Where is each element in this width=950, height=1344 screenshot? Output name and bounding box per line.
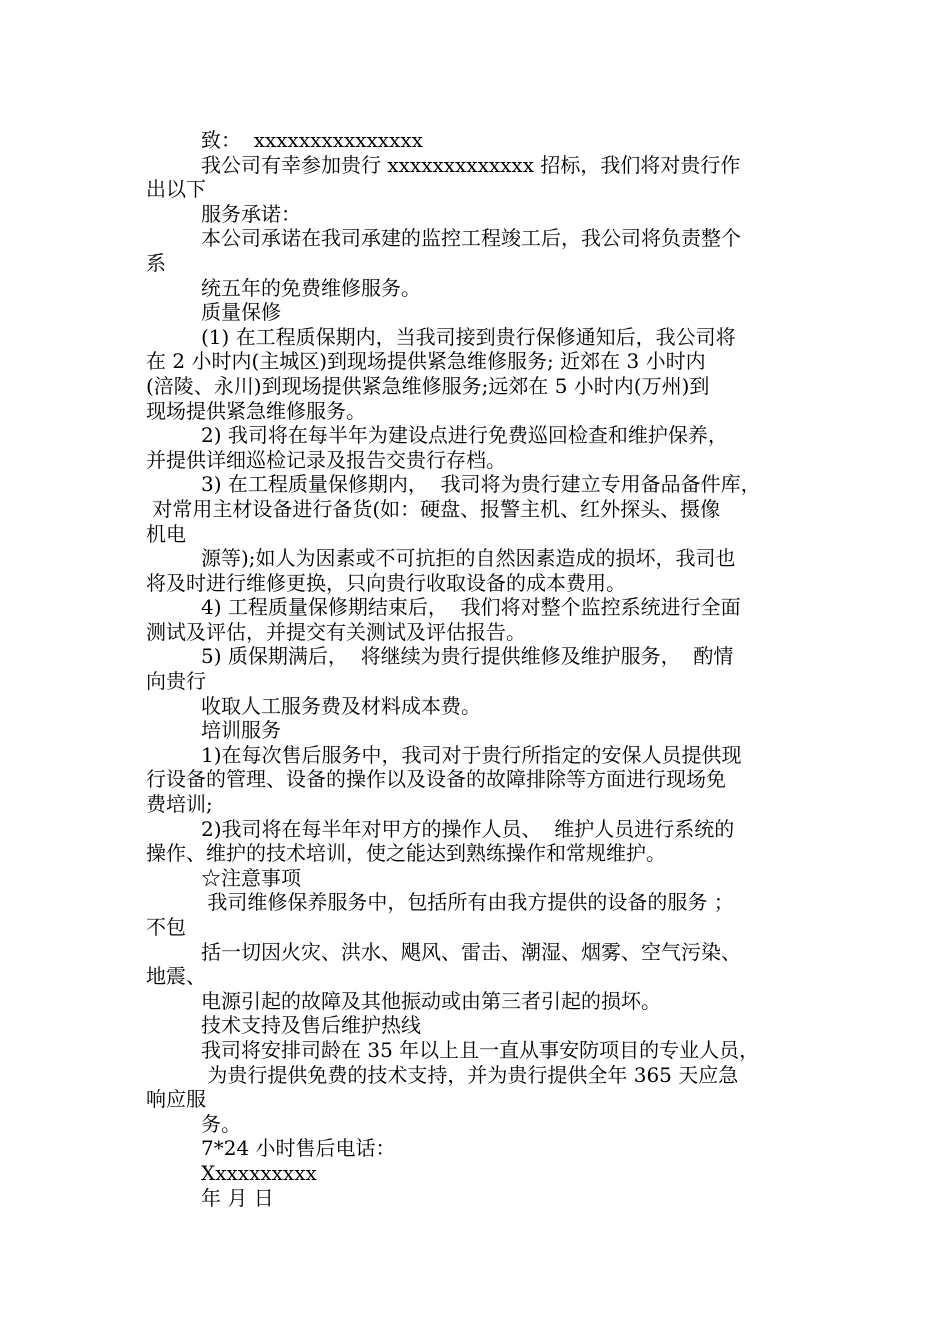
- paragraph-line-cont: 响应服: [146, 1087, 206, 1112]
- paragraph-line-cont: 费培训;: [146, 792, 213, 817]
- section-heading-quality: 质量保修: [201, 300, 281, 325]
- paragraph-line: 电源引起的故障及其他振动或由第三者引起的损坏。: [201, 988, 661, 1013]
- paragraph-line: (1) 在工程质保期内，当我司接到贵行保修通知后，我公司将: [201, 324, 736, 349]
- paragraph-line: 括一切因火灾、洪水、飓风、雷击、潮湿、烟雾、空气污染、: [201, 939, 741, 964]
- hotline-label: 7*24 小时售后电话：: [201, 1136, 396, 1161]
- intro-line-cont: 出以下: [146, 177, 206, 202]
- paragraph-line-cont: 行设备的管理、设备的操作以及设备的故障排除等方面进行现场免: [146, 767, 726, 792]
- salutation-line: 致： xxxxxxxxxxxxxxx: [201, 128, 423, 152]
- paragraph-line-cont: 测试及评估，并提交有关测试及评估报告。: [146, 619, 526, 644]
- paragraph-line-cont: 对常用主材设备进行备货(如：硬盘、报警主机、红外探头、摄像: [146, 496, 721, 521]
- paragraph-line: 务。: [201, 1111, 241, 1136]
- paragraph-line: 2)我司将在每半年对甲方的操作人员、 维护人员进行系统的: [201, 816, 735, 841]
- paragraph-line-cont: 在 2 小时内(主城区)到现场提供紧急维修服务; 近郊在 3 小时内: [146, 349, 706, 374]
- paragraph-line: 我司将安排司龄在 35 年以上且一直从事安防项目的专业人员，: [201, 1037, 760, 1062]
- paragraph-line-cont: 将及时进行维修更换，只向贵行收取设备的成本费用。: [146, 570, 626, 595]
- paragraph-line: 3) 在工程质量保修期内， 我司将为贵行建立专用备品备件库，: [201, 472, 761, 497]
- paragraph-line-cont: 并提供详细巡检记录及报告交贵行存档。: [146, 447, 506, 472]
- paragraph-line: 源等);如人为因素或不可抗拒的自然因素造成的损坏，我司也: [201, 546, 736, 571]
- paragraph-line-cont: 操作、维护的技术培训，使之能达到熟练操作和常规维护。: [146, 841, 666, 866]
- paragraph-line-cont: 向贵行: [146, 669, 206, 694]
- paragraph-line-cont: 地震、: [146, 964, 206, 989]
- section-heading-training: 培训服务: [201, 718, 281, 743]
- paragraph-line-cont: 机电: [146, 521, 186, 546]
- date-line: 年 月 日: [201, 1185, 274, 1210]
- paragraph-line: 为贵行提供免费的技术支持，并为贵行提供全年 365 天应急: [201, 1062, 739, 1087]
- letter-body: [146, 128, 816, 1210]
- intro-line: 我公司有幸参加贵行 xxxxxxxxxxxxx 招标，我们将对贵行作: [201, 152, 741, 177]
- section-heading-support: 技术支持及售后维护热线: [201, 1013, 421, 1038]
- paragraph-line: 1)在每次售后服务中，我司对于贵行所指定的安保人员提供现: [201, 742, 742, 767]
- paragraph-line: 我司维修保养服务中，包括所有由我方提供的设备的服务 ；: [201, 890, 734, 915]
- paragraph-line: 本公司承诺在我司承建的监控工程竣工后，我公司将负责整个: [201, 226, 741, 251]
- hotline-number: Xxxxxxxxxx: [201, 1160, 317, 1185]
- paragraph-line-cont: 现场提供紧急维修服务。: [146, 398, 366, 423]
- paragraph-line: 4) 工程质量保修期结束后， 我们将对整个监控系统进行全面: [201, 595, 741, 620]
- paragraph-line: 2) 我司将在每半年为建设点进行免费巡回检查和维护保养，: [201, 423, 728, 448]
- paragraph-line-cont: (涪陵、永川)到现场提供紧急维修服务;远郊在 5 小时内(万州)到: [146, 373, 710, 398]
- paragraph-line: 5) 质保期满后， 将继续为贵行提供维修及维护服务， 酌情: [201, 644, 734, 669]
- paragraph-line-cont: 系: [146, 250, 166, 275]
- section-heading-notes: ☆注意事项: [201, 865, 301, 890]
- paragraph-line-cont: 不包: [146, 915, 186, 939]
- paragraph-line: 统五年的免费维修服务。: [201, 275, 421, 300]
- section-heading-service: 服务承诺：: [201, 201, 301, 226]
- paragraph-line: 收取人工服务费及材料成本费。: [201, 693, 481, 718]
